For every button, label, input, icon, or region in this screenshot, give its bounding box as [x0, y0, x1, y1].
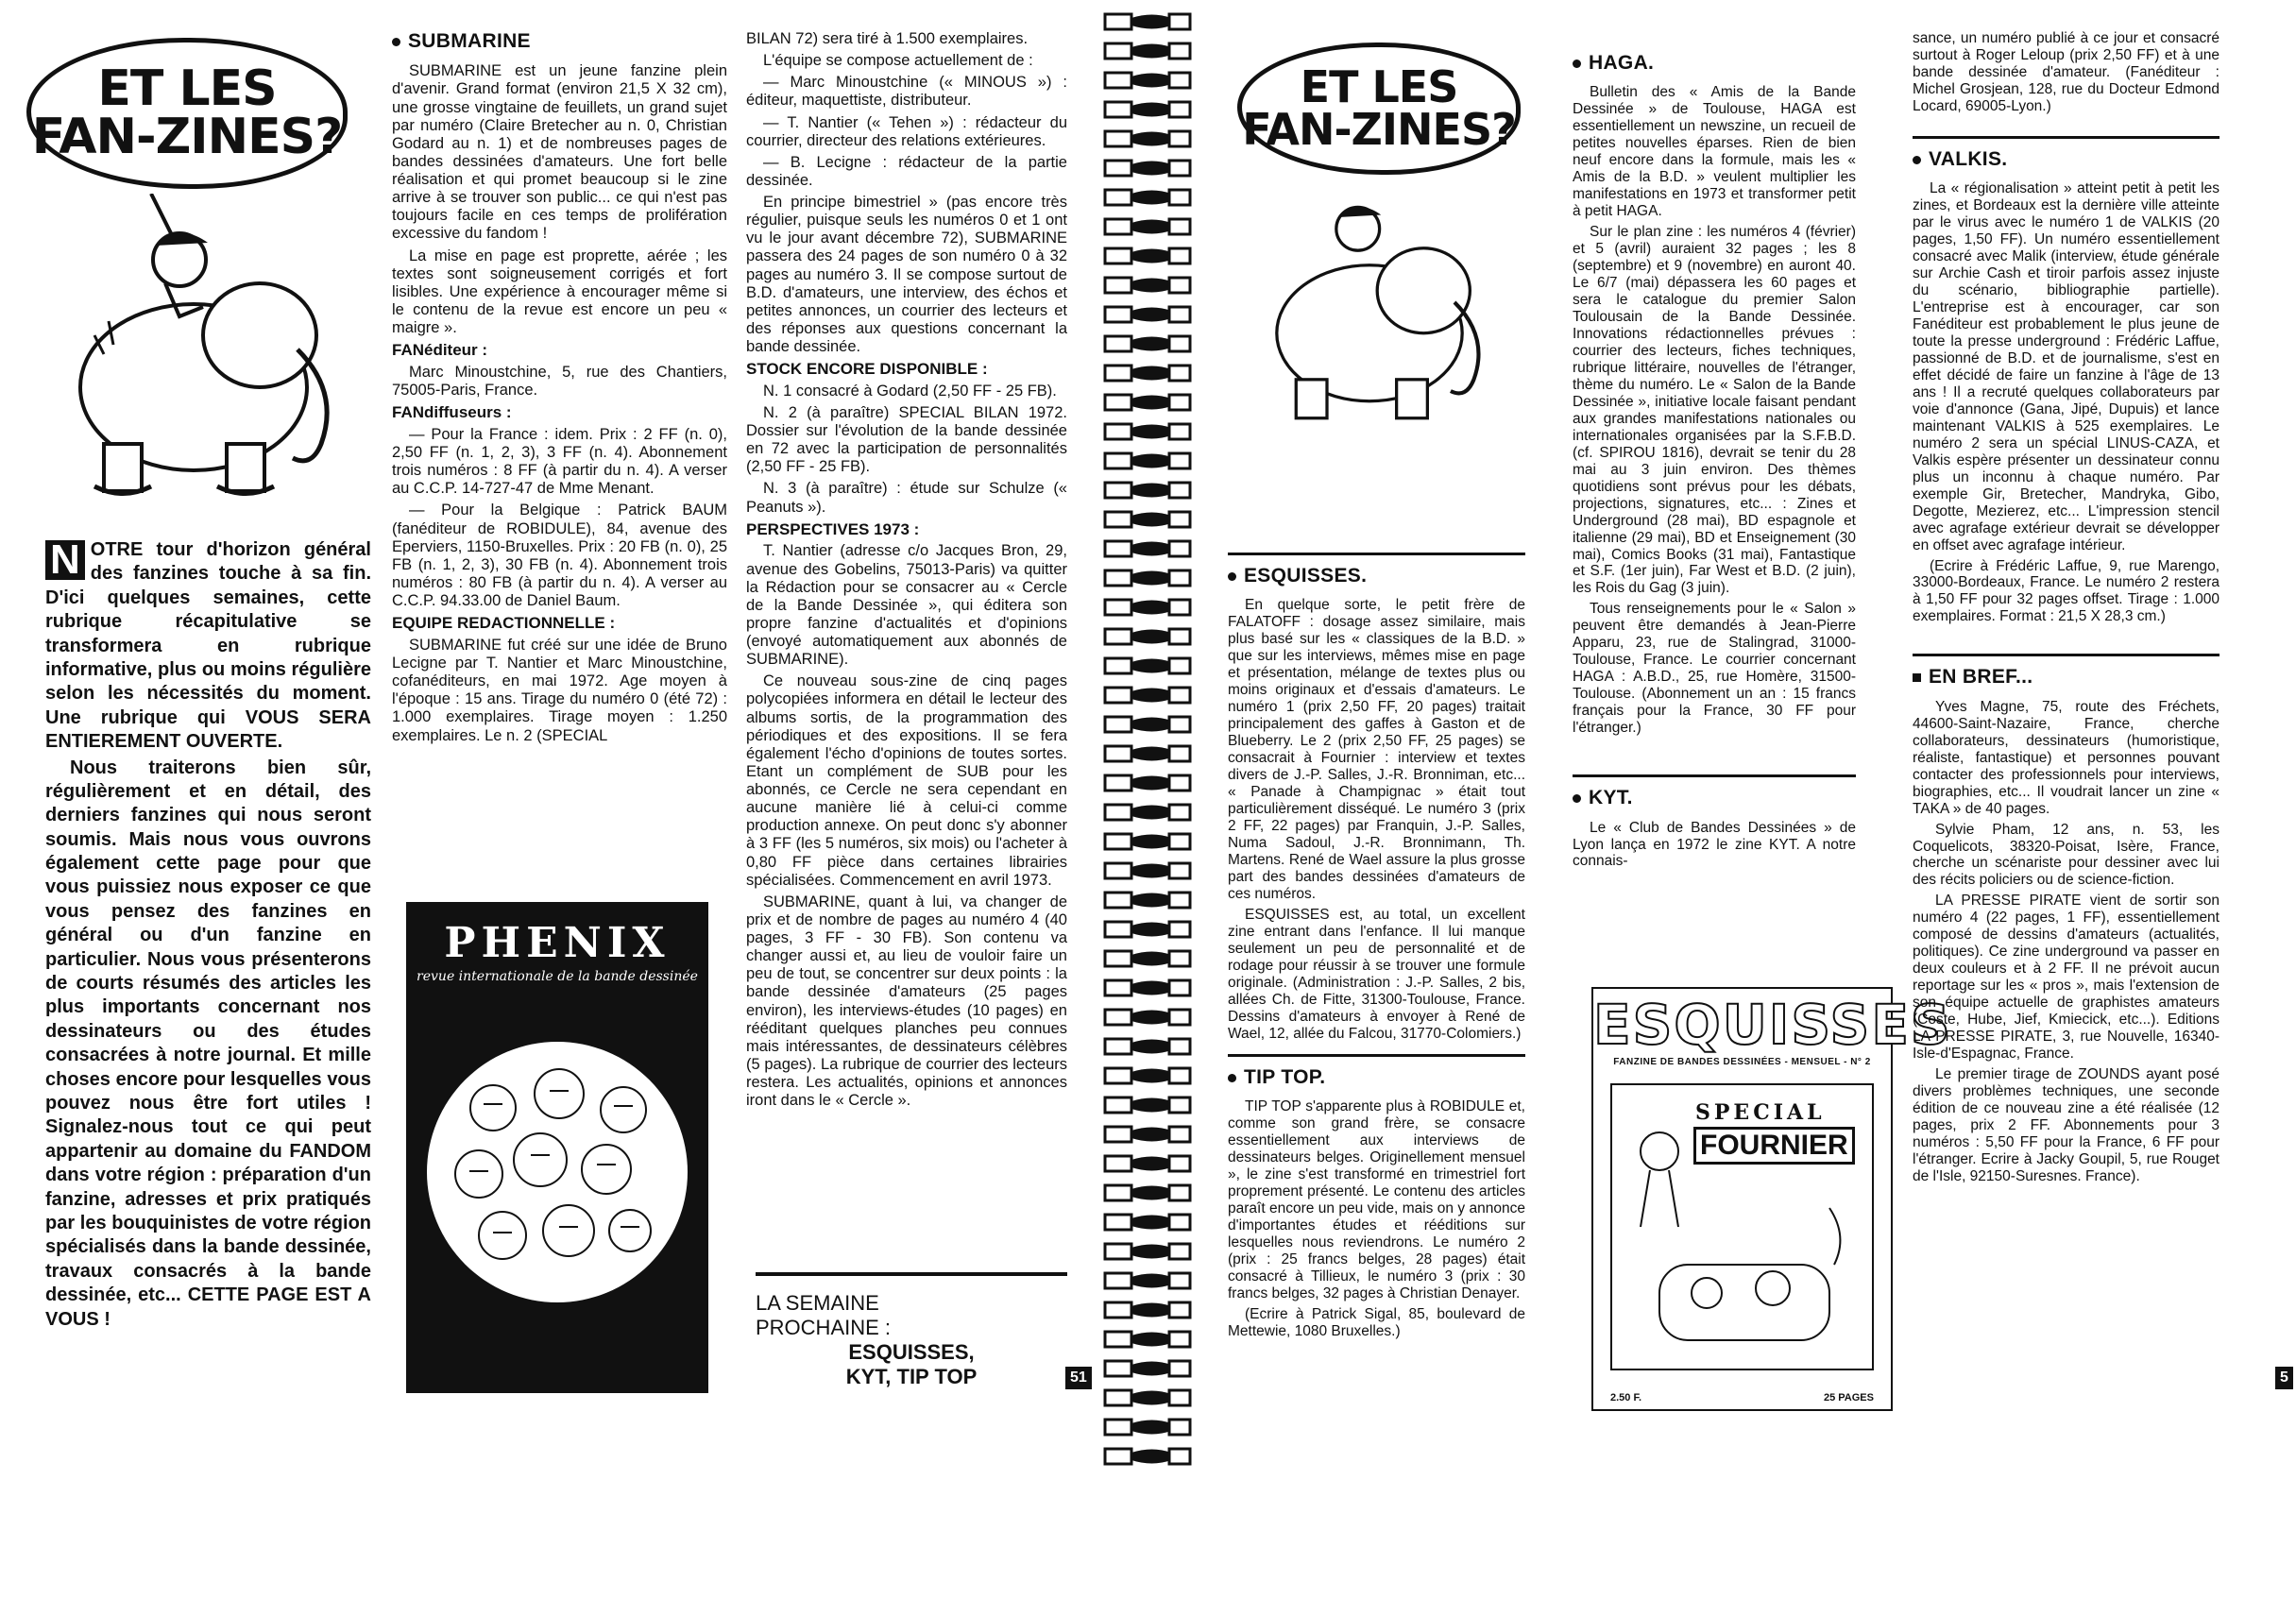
- right-page: [1199, 0, 2296, 1473]
- valkis-paragraph-1: La « régionalisation » atteint petit à petit les zines, et Bordeaux est la dernière ville atteinte par le virus avec le numéro 1 de VALKIS (20 pages, 1,50 FF). Un numéro essentiellement consacré avec Malik (interview, étude générale sur Archie Cash et tiroir parfois assez injuste du scénario, bibliographie partielle). L'entreprise est à encourager, car son Fanéditeur est probablement le plus jeune de toute la presse underground : Frédéric Laffue, passionné de B.D. et de journalisme, s'est en effet décidé de faire un fanzine à l'âge de 13 ans ! Il a recruté quelques collaborateurs par voie d'annonce (Gana, Jipé, Dupuis) et lance maintenant VALKIS à 525 exemplaires. Le numéro 2 sera un spécial LINUS-CAZA, et Valkis espère présenter un dessinateur connu plus un inconnu à chaque numéro. Par exemple Gir, Bretecher, Mandryka, Gibo, Degotte, Mezierez, etc... L'impression stencil avec agrafage extérieur devrait se développer en offset avec agrafage intérieur.: [1913, 180, 2219, 553]
- spiral-coil: [1096, 1093, 1199, 1118]
- tiptop-heading: TIP TOP.: [1228, 1066, 1525, 1089]
- bref-item-2: Sylvie Pham, 12 ans, n. 53, les Coquelicots, 38320-Poisat, Isère, France, cherche un scénariste pour dessiner avec lui des récits policiers ou de science-fiction.: [1913, 821, 2219, 889]
- spiral-coil: [1096, 683, 1199, 708]
- spiral-coil: [1096, 859, 1199, 884]
- spiral-coil: [1096, 9, 1199, 35]
- spiral-coil: [1096, 917, 1199, 943]
- spiral-coil: [1096, 185, 1199, 211]
- fanzines-logo: [26, 38, 348, 189]
- spiral-coil: [1096, 1005, 1199, 1030]
- haga-heading: HAGA.: [1573, 52, 1856, 75]
- spiral-coil: [1096, 1151, 1199, 1177]
- perspectives-heading: PERSPECTIVES 1973 :: [746, 519, 920, 538]
- bullet-icon: [392, 38, 400, 46]
- next-week-items: ESQUISSES, KYT, TIP TOP: [845, 1339, 978, 1388]
- bullet-icon: [1913, 156, 1921, 164]
- equipe-member-2: — T. Nantier (« Tehen ») : rédacteur du courrier, directeur des relations extérieures.: [746, 113, 1067, 149]
- tiptop-paragraph-1: TIP TOP s'apparente plus à ROBIDULE et, comme son grand frère, se consacre essentiellement aux interviews de dessinateurs belges. Originellement mensuel », le zine s'est transformé en trimestriel fort proprement présenté. Le contenu des articles paraît encore un peu vide, mais on y annonce d'importantes études et rééditions sur lesquelles nous reviendrons. Le numéro 2 (prix : 25 francs belges, 28 pages) était consacré à Tillieux, le numéro 3 (prix : 30 francs belges, 32 pages à Christian Denayer.: [1228, 1097, 1525, 1301]
- equipe-heading: EQUIPE REDACTIONNELLE :: [392, 614, 616, 633]
- cover-fournier: FOURNIER: [1693, 1127, 1855, 1165]
- haga-paragraph-2: Sur le plan zine : les numéros 4 (février) et 5 (avril) auraient 32 pages ; les 8 (septembre) et 9 (novembre) en auront 40. Le 6/7 (mai) dépassera les 60 pages et sera le catalogue du premier Salon Toulousain de la Bande Dessinée. Innovations rédactionnelles prévues : courrier des lecteurs, fiches techniques, rubrique littéraire, nouvelles de l'étranger, thème du numéro. Le « Salon de la Bande Dessinée », initiative locale faisant pendant aux grandes manifestations nationales ou internationales organisées par la S.F.B.D. (cf. SPIROU 1816), devrait se tenir du 28 mai au 3 juin environ. Des thèmes quotidiens sont prévus pour les débats, projections, signatures, etc... : Zines et Underground (28 mai), BD espagnole et italienne (29 mai), BD et Enseignement (30 mai), Comics Books (31 mai), Fantastique et S.F. (1er juin), Far West et B.D. (2 juin), les Rois du Gag (3 juin).: [1573, 224, 1856, 597]
- spiral-coil: [1096, 1181, 1199, 1206]
- valkis-paragraph-2: (Ecrire à Frédéric Laffue, 9, rue Marengo, 33000-Bordeaux, France. Le numéro 2 restera à 1,50 FF pour 32 pages offset. Tirage : 1.000 exemplaires. Format : 21,5 X 28,3 cm.): [1913, 557, 2219, 625]
- spiral-coil: [1096, 449, 1199, 474]
- submarine-column-2: [746, 30, 1067, 1114]
- esquisses-column: [1228, 553, 1525, 1343]
- fandiffuseurs-belgique: — Pour la Belgique : Patrick BAUM (fanéditeur de ROBIDULE), 84, avenue des Eperviers, 1150-Bruxelles. Prix : 20 FB (n. 0), 25 FB (n. 1, 2, 3), 30 FB (n. 4). Abonnement trois numéros : 80 FB (à partir du n. 4). A verser au C.C.P. 94.33.00 de Daniel Baum.: [392, 502, 727, 610]
- perspectives-paragraph-1: T. Nantier (adresse c/o Jacques Bron, 29, avenue des Gobelins, 75013-Paris) va quitter la Rédaction pour se consacrer au « Cercle de la Bande Dessinée », qui éditera son propre fanzine d'actualités et d'opinions (envoyé automatiquement aux abonnés de SUBMARINE).: [746, 542, 1067, 669]
- spiral-coil: [1096, 1239, 1199, 1265]
- spiral-coil: [1096, 1444, 1199, 1470]
- fanediteur-heading: FANéditeur :: [392, 341, 488, 360]
- square-bullet-icon: [1913, 673, 1921, 682]
- page-number-left: 51: [1065, 1367, 1092, 1389]
- spiral-coil: [1096, 1034, 1199, 1060]
- bref-item-3: LA PRESSE PIRATE vient de sortir son numéro 4 (22 pages, 1 FF), essentiellement composé de dessins d'amateurs (actualités, politiques). Ce zine underground va passer en deux couleurs et à 2 FF. Il ne prévoit aucun reportage sur les « pros », mais l'extension de son équipe actuelle de graphistes amateurs (Coste, Hube, Jief, Kmiecick, etc...). Editions LA PRESSE PIRATE, 3, rue Nouvelle, 16340-Isle-d'Espagnac, France.: [1913, 893, 2219, 1063]
- spiral-coil: [1096, 829, 1199, 855]
- spiral-coil: [1096, 97, 1199, 123]
- spiral-coil: [1096, 1210, 1199, 1235]
- spiral-coil: [1096, 1122, 1199, 1148]
- haga-paragraph-3: Tous renseignements pour le « Salon » peuvent être demandés à Jean-Pierre Apparu, 23, rue de Stalingrad, 31000-Toulouse, France. Le courrier concernant HAGA : A.B.D., 25, rue Homère, 31500-Toulouse. (Abonnement un an : 15 francs français pour la France, 30 FF pour l'étranger.): [1573, 601, 1856, 737]
- spiral-coil: [1096, 478, 1199, 503]
- spiral-coil: [1096, 332, 1199, 357]
- spiral-coil: [1096, 1268, 1199, 1294]
- esquisses-heading: ESQUISSES.: [1228, 565, 1525, 587]
- haga-paragraph-1: Bulletin des « Amis de la Bande Dessinée » de Toulouse, HAGA est essentiellement un newszine, un recueil de petites nouvelles éparses. Rien de bien neuf encore dans la formule, mais les « Amis de la B.D. » veulent multiplier les manifestations en 1973 et transformer petit à petit HAGA.: [1573, 84, 1856, 220]
- submarine-paragraph-2: La mise en page est proprette, aérée ; les textes sont soigneusement corrigés et fort lisibles. Une expérience à encourager même si le contenu de la revue est encore un peu « maigre ».: [392, 247, 727, 337]
- spiral-coil: [1096, 654, 1199, 679]
- intro-paragraph-1: OTRE tour d'horizon général des fanzines touche à sa fin. D'ici quelques semaines, cette rubrique récapitulative se transformera en rubrique informative, plus ou moins régulière selon les nécessités du moment. Une rubrique qui VOUS SERA ENTIEREMENT OUVERTE.: [45, 539, 371, 753]
- submarine-cont: BILAN 72) sera tiré à 1.500 exemplaires.: [746, 30, 1029, 47]
- spiral-coil: [1096, 1415, 1199, 1440]
- page-bottom-margin: [0, 1473, 2296, 1612]
- spiral-coil: [1096, 976, 1199, 1001]
- intro-paragraph-2: Nous traiterons bien sûr, régulièrement et en détail, des derniers fanzines qui nous seront soumis. Mais nous vous ouvrons également cette page pour que vous puissiez nous exposer ce que vous pensez des fanzines en général ou d'un fanzine en particulier. Nous vous présenterons de courts résumés des articles les plus importants concernant nos dessinateurs ou des études consacrées à notre journal. Et mille choses encore pour lesquelles vous pouvez nous être fort utiles ! Signalez-nous tout ce qui peut appartenir au domaine du FANDOM dans votre région : préparation d'un fanzine, adresses et prix pratiqués par les bouquinistes de votre région spécialisés dans la bande dessinée, travaux consacrés à la bande dessinée, etc... CETTE PAGE EST A VOUS !: [45, 757, 371, 1330]
- bimestriel-text: En principe bimestriel » (pas encore très régulier, puisque seuls les numéros 0 et 1 ont vu le jour avant décembre 72), SUBMARINE passera des 24 pages de son numéro 0 à 32 pages au numéro 3. Il se compose surtout de B.D. d'amateurs, une interview, des échos et petites annonces, un courrier des lecteurs et des réponses aux questions concernant la bande dessinée.: [746, 194, 1067, 355]
- logo-bubble: [26, 38, 348, 189]
- left-page: [0, 0, 1096, 1473]
- spiral-coil: [1096, 1063, 1199, 1089]
- phenix-subtitle: revue internationale de la bande dessinée: [417, 969, 698, 984]
- valkis-heading: VALKIS.: [1913, 148, 2219, 171]
- logo-text-right: ET LES FAN-ZINES?: [1242, 60, 1516, 155]
- spiral-coil: [1096, 566, 1199, 591]
- spiral-coil: [1096, 800, 1199, 825]
- spiral-coil: [1096, 68, 1199, 94]
- spiral-coil: [1096, 302, 1199, 328]
- stock-item-2: N. 2 (à paraître) SPECIAL BILAN 1972. Dossier sur l'évolution de la bande dessinée en 72 avec la participation de personnalités (2,50 FF - 25 FB).: [746, 403, 1067, 476]
- cover-pages: 25 PAGES: [1824, 1392, 1874, 1403]
- kyt-heading: KYT.: [1573, 787, 1856, 809]
- page-number-right: 5: [2275, 1367, 2293, 1389]
- spiral-coil: [1096, 244, 1199, 269]
- bullet-icon: [1228, 572, 1236, 581]
- spiral-coil: [1096, 390, 1199, 416]
- spiral-coil: [1096, 1386, 1199, 1411]
- spiral-coil: [1096, 536, 1199, 562]
- spiral-coil: [1096, 419, 1199, 445]
- stock-item-1: N. 1 consacré à Godard (2,50 FF - 25 FB).: [763, 382, 1057, 400]
- spiral-coil: [1096, 741, 1199, 767]
- spiral-coil: [1096, 712, 1199, 738]
- fanediteur-text: Marc Minoustchine, 5, rue des Chantiers, 75005-Paris, France.: [392, 363, 727, 400]
- fanzines-logo-right: [1237, 43, 1521, 175]
- phenix-title: PHENIX: [444, 919, 671, 967]
- submarine-column: [392, 30, 727, 749]
- en-bref-heading: EN BREF...: [1913, 666, 2219, 689]
- perspectives-paragraph-3: SUBMARINE, quant à lui, va changer de prix et de nombre de pages au numéro 4 (40 pages, 3 FF - 30 FB). Son contenu va changer aussi et, au lieu de vouloir faire un peu de tout, se concentrer sur deux points : la bande dessinée d'amateurs (25 pages environ), les interviews-études (10 pages) en rééditant quelques planches peu connues mais intéressantes, de dessinateurs célèbres (5 pages). La rubrique de courrier des lecteurs restera. Les actualités, opinions et annonces iront dans le « Cercle ».: [746, 893, 1067, 1110]
- submarine-paragraph-1: SUBMARINE est un jeune fanzine plein d'avenir. Grand format (environ 21,5 X 32 cm), une grosse vingtaine de feuillets, un grand sujet par numéro (Claire Bretecher au n. 0, Christian Godard au n. 1) et de nombreuses pages de bandes dessinées d'amateurs. Une fort belle réalisation et qui promet beaucoup si le zine arrive à se trouver son public... ce qui n'est pas toujours facile en ces temps de prolifération excessive du fandom !: [392, 62, 727, 243]
- bref-item-4: Le premier tirage de ZOUNDS ayant posé divers problèmes techniques, une seconde édition de ce nouveau zine a été réalisée (12 pages, prix 2 FF. Abonnements pour 3 numéros : 5,50 FF pour la France, 6 FF pour l'étranger. Ecrire à Jacky Goupil, 5, rue Rouget de l'Isle, 92150-Suresnes. France).: [1913, 1066, 2219, 1184]
- phenix-cover-image: [406, 902, 708, 1393]
- esquisses-paragraph-1: En quelque sorte, le petit frère de FALATOFF : dosage assez similaire, mais plus basé sur les « classiques de la B.D. » que sur les interviews, mêmes mise en page et présentation, mélange de textes plus ou moins originaux et d'essais d'amateurs. Le numéro 1 (prix 2,50 FF, 20 pages) traitait principalement des gaffes à Gaston et de Blueberry. Le 2 (prix 2,50 FF, 25 pages) se consacrait à Fournier : interview et textes divers de J.-P. Salles, J.-R. Bronniman, etc... « Panade à Champignac » était tout particulièrement disséqué. Le numéro 3 (prix 2 FF, 22 pages) par Franquin, J.-P. Salles, Numa Sadoul, J.-R. Bronnimann, Th. Martens. René de Wael assure la plus grosse part des bandes dessinées d'amateurs de ces numéros.: [1228, 597, 1525, 902]
- spiral-coil: [1096, 1327, 1199, 1352]
- esquisses-paragraph-2: ESQUISSES est, au total, un excellent zine entrant dans l'enfance. Il lui manque seulement un peu de personnalité et de rodage pour réussir à se trouver une formule originale. (Administration : J.-P. Salles, 2 bis, allées Ch. de Fitte, 31300-Toulouse, France. Dessins d'amateurs à envoyer à René de Wael, 12, allée du Falcou, 31770-Colomiers.): [1228, 906, 1525, 1042]
- spiral-coil: [1096, 39, 1199, 64]
- elephant-mascot-illustration: [38, 194, 349, 505]
- spiral-coil: [1096, 507, 1199, 533]
- cover-price: 2.50 F.: [1610, 1392, 1642, 1403]
- next-week-box: [756, 1272, 1067, 1389]
- dropcap-letter: N: [45, 540, 85, 580]
- spiral-coil: [1096, 361, 1199, 386]
- spiral-coil: [1096, 1298, 1199, 1323]
- spiral-coil: [1096, 624, 1199, 650]
- cover-special: SPECIAL: [1695, 1100, 1826, 1125]
- spiral-coil: [1096, 771, 1199, 796]
- spiral-coil: [1096, 214, 1199, 240]
- fandiffuseurs-france: — Pour la France : idem. Prix : 2 FF (n. 0), 2,50 FF (n. 1, 2, 3), 3 FF (n. 4). Abonnement trois numéros : 8 FF (à partir du n. 4). A verser au C.C.P. 14-727-47 de Mme Menant.: [392, 425, 727, 498]
- esquisses-cover-title: ESQUISSES: [1593, 993, 1952, 1057]
- bref-item-1: Yves Magne, 75, route des Fréchets, 44600-Saint-Nazaire, France, cherche collaborateurs, dessinateurs (humoristique, réaliste, fantastique) et personnes pouvant contacter des professionnels pour interviews, biographies, etc... Il voudrait lancer un zine « TAKA » de 40 pages.: [1913, 698, 2219, 817]
- kyt-continuation: sance, un numéro publié à ce jour et consacré surtout à Roger Leloup (prix 2,50 FF) et à une bande dessinée d'amateur. (Fanéditeur : Michel Grosjean, 128, rue du Docteur Edmond Locard, 69005-Lyon.): [1913, 30, 2219, 114]
- submarine-heading: SUBMARINE: [392, 30, 727, 53]
- spiral-coil: [1096, 888, 1199, 913]
- elephant-mascot-illustration-right: [1242, 170, 1497, 434]
- kyt-paragraph-1: Le « Club de Bandes Dessinées » de Lyon lança en 1972 le zine KYT. A notre connais-: [1573, 819, 1856, 870]
- bullet-icon: [1228, 1074, 1236, 1082]
- perspectives-paragraph-2: Ce nouveau sous-zine de cinq pages polycopiées informera en détail le lecteur des albums sortis, de la programmation des périodiques et des expositions. Il se fera également l'écho d'opinions de toutes sortes. Etant un complément de SUB pour les abonnés, ce Cercle ne sera cependant en aucune manière lié à celui-ci comme production annexe. On peut donc s'y abonner à 3 FF (les 5 numéros, six mois) ou l'acheter à 0,80 FF pièce dans certaines librairies spécialisées. Commencement en avril 1973.: [746, 672, 1067, 889]
- next-week-label: LA SEMAINE PROCHAINE :: [756, 1291, 892, 1339]
- spiral-coil: [1096, 1356, 1199, 1382]
- bullet-icon: [1573, 60, 1581, 68]
- spiral-binding: [1096, 0, 1199, 1612]
- spiral-coil: [1096, 127, 1199, 152]
- esquisses-cover-subtitle: FANZINE DE BANDES DESSINÉES - MENSUEL - N° 2: [1613, 1057, 1871, 1067]
- equipe-member-1: — Marc Minoustchine (« MINOUS ») : éditeur, maquettiste, distributeur.: [746, 74, 1067, 110]
- spiral-coil: [1096, 595, 1199, 621]
- equipe-intro: L'équipe se compose actuellement de :: [763, 52, 1033, 70]
- spiral-coil: [1096, 946, 1199, 972]
- valkis-column: [1913, 30, 2219, 1189]
- esquisses-cover-footer: [1610, 1392, 1874, 1403]
- bullet-icon: [1573, 794, 1581, 803]
- fandiffuseurs-heading: FANdiffuseurs :: [392, 403, 512, 422]
- equipe-text: SUBMARINE fut créé sur une idée de Bruno Lecigne par T. Nantier et Marc Minoustchine, cofanéditeurs, en mai 1972. Age moyen à l'époque : 15 ans. Tirage du numéro 0 (été 72) : 1.000 exemplaires. Tirage moyen : 1.250 exemplaires. Le n. 2 (SPECIAL: [392, 636, 727, 744]
- logo-text: ET LES FAN-ZINES?: [31, 60, 343, 165]
- phenix-characters-circle: [427, 1042, 688, 1302]
- stock-heading: STOCK ENCORE DISPONIBLE :: [746, 360, 988, 379]
- stock-item-3: N. 3 (à paraître) : étude sur Schulze (« Peanuts »).: [746, 480, 1067, 516]
- haga-column: [1573, 52, 1856, 874]
- spiral-coil: [1096, 273, 1199, 298]
- equipe-member-3: — B. Lecigne : rédacteur de la partie dessinée.: [746, 153, 1067, 189]
- logo-bubble-right: [1237, 43, 1521, 175]
- intro-editorial: [45, 538, 371, 1334]
- esquisses-cover-art: [1610, 1083, 1874, 1370]
- tiptop-paragraph-2: (Ecrire à Patrick Sigal, 85, boulevard de Mettewie, 1080 Bruxelles.): [1228, 1305, 1525, 1339]
- esquisses-cover-image: [1591, 987, 1952, 1411]
- spiral-coil: [1096, 156, 1199, 181]
